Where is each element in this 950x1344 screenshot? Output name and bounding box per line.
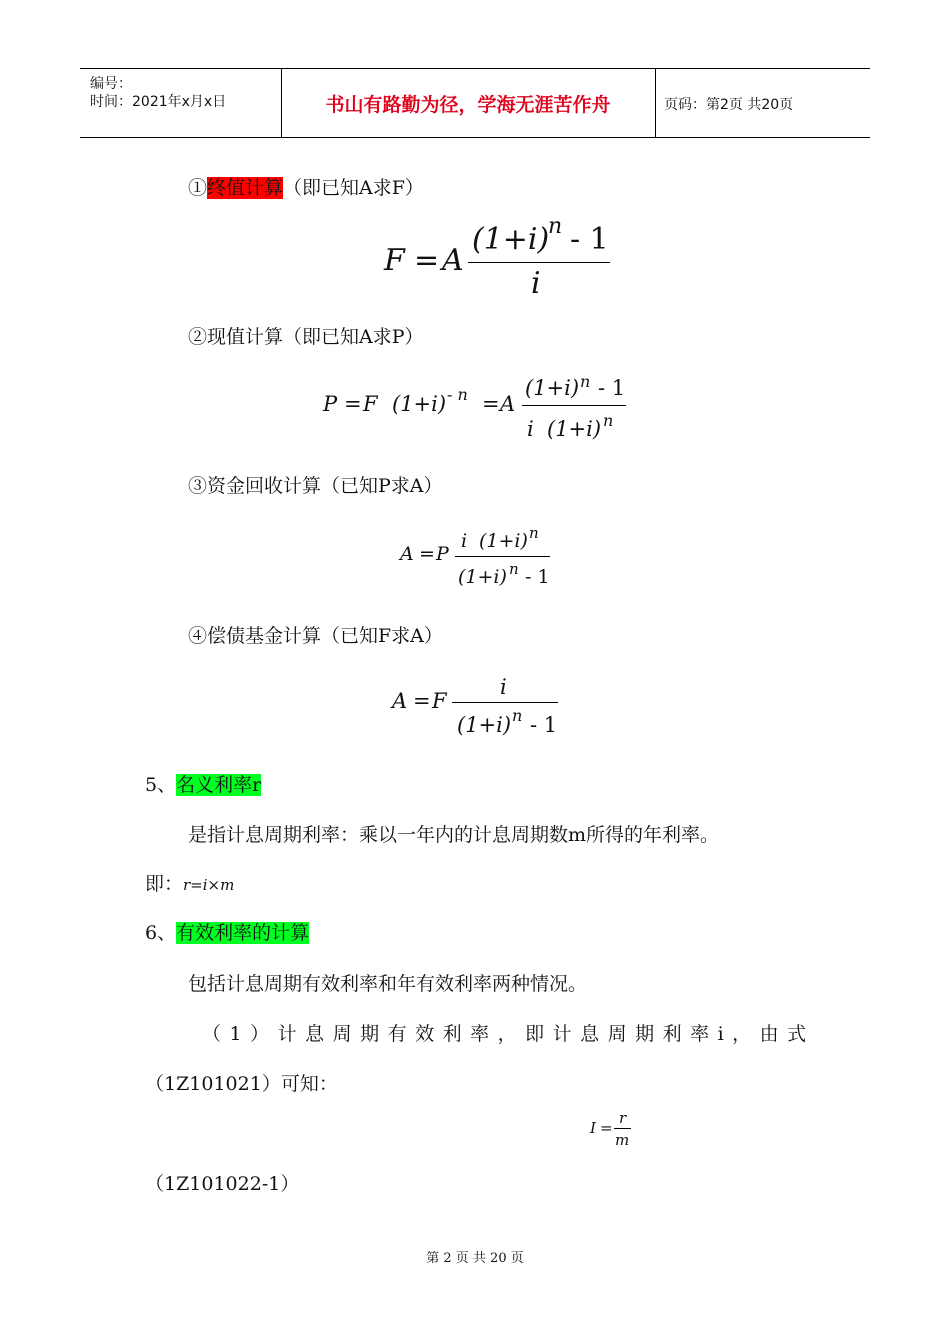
section-6-title: 有效利率的计算 — [176, 922, 310, 944]
formula-symbol: F — [363, 392, 378, 416]
formula-symbol: = — [344, 392, 362, 416]
formula-symbol: m — [615, 1131, 630, 1149]
section-2-heading: ②现值计算（即已知A求P） — [188, 326, 424, 348]
formula-symbol: = — [419, 543, 435, 565]
number-label: 编号： — [90, 76, 132, 92]
header-motto: 书山有路勤为径，学海无涯苦作舟 — [325, 93, 611, 116]
formula-symbol: i — [531, 266, 541, 301]
formula-symbol: i — [500, 675, 507, 699]
formula-symbol: (1+i) — [472, 222, 550, 257]
formula-symbol: n — [509, 560, 519, 578]
fraction-bar — [455, 556, 550, 557]
section-5-heading — [145, 770, 261, 797]
section-6-paragraph-1-cont: （1Z101021）可知： — [145, 1073, 338, 1095]
formula-symbol: - 1 — [570, 222, 609, 257]
section-5-title: 名义利率r — [176, 774, 262, 796]
formula-symbol: (1+i) — [479, 530, 528, 552]
fraction-bar — [452, 702, 558, 703]
formula-symbol: F — [384, 243, 405, 278]
section-6-heading — [145, 918, 309, 945]
formula-symbol: (1+i) — [392, 392, 447, 416]
section-5-formula-line — [145, 869, 234, 896]
formula-symbol: = — [414, 243, 440, 278]
section-6-intro: 包括计息周期有效利率和年有效利率两种情况。 — [188, 973, 588, 995]
page-footer: 第 2 页 共 20 页 — [426, 1251, 524, 1266]
section-3-heading: ③资金回收计算（已知P求A） — [188, 475, 443, 497]
formula-symbol: = — [600, 1119, 613, 1137]
fraction-bar — [614, 1128, 631, 1129]
formula-symbol: n — [512, 706, 523, 725]
section-1-title: 终值计算 — [207, 177, 284, 199]
formula-symbol: r — [619, 1109, 627, 1127]
formula-symbol: - 1 — [598, 376, 626, 400]
section-5-definition: 是指计息周期利率：乘以一年内的计息周期数m所得的年利率。 — [188, 824, 720, 846]
formula-symbol: A — [400, 543, 414, 565]
formula-symbol: n — [580, 372, 591, 391]
formula-symbol: i — [461, 530, 468, 552]
section-5-number: 5、 — [145, 774, 177, 796]
formula-symbol: n — [603, 411, 614, 430]
formula-symbol: P — [323, 392, 338, 416]
header-divider — [655, 69, 656, 137]
formula-symbol: A — [392, 689, 408, 713]
formula-symbol: A — [500, 392, 516, 416]
formula-symbol: i — [527, 417, 534, 441]
fraction-bar — [468, 262, 610, 263]
section-1-note: （即已知A求F） — [283, 177, 424, 199]
formula-symbol: I — [590, 1119, 596, 1137]
formula-symbol: - n — [447, 385, 468, 404]
formula-symbol: P — [436, 543, 449, 565]
formula-symbol: A — [442, 243, 464, 278]
section-1-number: ① — [188, 177, 208, 199]
formula-symbol: (1+i) — [457, 713, 512, 737]
formula-symbol: n — [529, 524, 539, 542]
formula-symbol: n — [548, 214, 563, 239]
formula-intro: 即： — [145, 873, 184, 895]
header-page-label: 页码：第2页 共20页 — [664, 97, 794, 113]
formula-symbol: (1+i) — [547, 417, 602, 441]
page-header — [80, 68, 870, 138]
section-6-paragraph-1: （1）计息周期有效利率，即计息周期利率i，由式 — [202, 1023, 815, 1045]
formula-nominal-rate: r=i×m — [183, 876, 235, 894]
formula-symbol: (1+i) — [525, 376, 580, 400]
formula-symbol: = — [413, 689, 431, 713]
formula-symbol: F — [432, 689, 447, 713]
formula-symbol: - 1 — [525, 566, 550, 588]
formula-symbol: = — [482, 392, 500, 416]
formula-symbol: (1+i) — [458, 566, 507, 588]
section-1-heading — [188, 173, 424, 200]
time-label: 时间：2021年x月x日 — [90, 94, 227, 110]
formula-reference: （1Z101022-1） — [145, 1173, 300, 1195]
section-6-number: 6、 — [145, 922, 177, 944]
formula-symbol: - 1 — [530, 713, 558, 737]
fraction-bar — [522, 405, 626, 406]
section-4-heading: ④偿债基金计算（已知F求A） — [188, 625, 443, 647]
